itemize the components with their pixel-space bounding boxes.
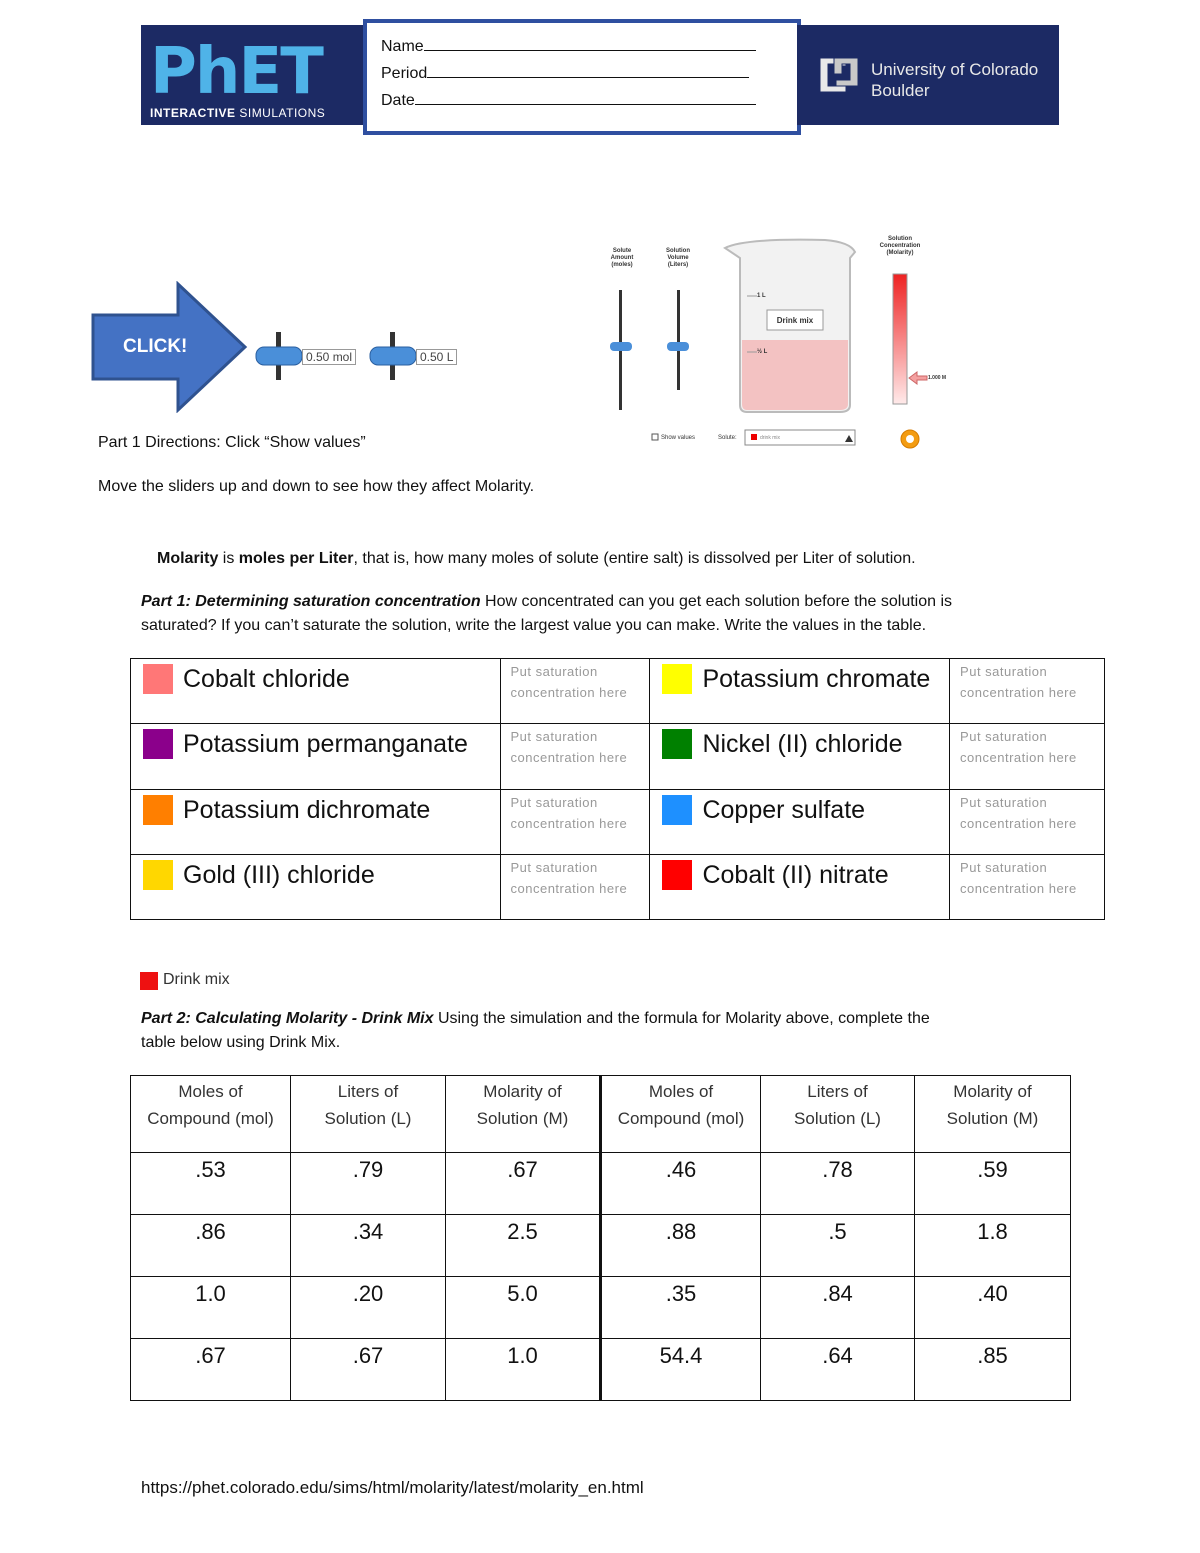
compound-color-swatch — [143, 795, 173, 825]
compound-color-swatch — [662, 729, 692, 759]
placeholder-line-2: concentration here — [510, 815, 628, 831]
compound-name: Cobalt (II) nitrate — [702, 860, 889, 889]
compound-name: Nickel (II) chloride — [702, 730, 903, 759]
compound-color-swatch — [662, 795, 692, 825]
part2-text-1: Using the simulation and the formula for Molarity above, complete the — [433, 1010, 930, 1027]
period-field[interactable] — [381, 63, 749, 83]
placeholder-line-2: concentration here — [960, 815, 1077, 831]
date-field[interactable] — [381, 90, 756, 110]
saturation-placeholder — [950, 790, 1104, 836]
saturation-row — [131, 789, 1105, 854]
table-cell[interactable]: .46 — [601, 1153, 761, 1215]
solute-slider-value: 0.50 mol — [302, 349, 356, 365]
volume-slider-value: 0.50 L — [416, 349, 457, 365]
column-header-line: Solution (L) — [794, 1109, 881, 1128]
compound-name: Potassium dichromate — [183, 795, 431, 824]
table-cell[interactable]: 1.0 — [446, 1339, 601, 1401]
solution-volume-label: Solution Volume (Liters) — [666, 248, 690, 268]
placeholder-line-1: Put saturation — [960, 794, 1048, 810]
column-header-line: Molarity of — [953, 1082, 1032, 1101]
saturation-input-cell[interactable] — [500, 724, 650, 789]
table-cell[interactable]: .64 — [761, 1339, 915, 1401]
concentration-bar — [893, 274, 907, 404]
table-cell[interactable]: .78 — [761, 1153, 915, 1215]
phet-subtitle-rest: SIMULATIONS — [235, 106, 326, 120]
placeholder-line-2: concentration here — [510, 685, 628, 700]
placeholder-line-1: Put saturation — [510, 664, 598, 679]
molarity-header-row — [131, 1076, 1071, 1153]
saturation-row — [131, 724, 1105, 789]
table-cell[interactable]: .5 — [761, 1215, 915, 1277]
concentration-value: 1.000 M — [928, 375, 947, 381]
compound-color-swatch — [143, 664, 173, 694]
placeholder-line-1: Put saturation — [510, 859, 598, 875]
column-header-line: Molarity of — [483, 1082, 562, 1101]
placeholder-line-1: Put saturation — [510, 729, 598, 745]
campus-name: Boulder — [871, 81, 930, 100]
column-header — [446, 1076, 601, 1153]
column-header-line: Liters of — [807, 1082, 868, 1101]
saturation-placeholder — [950, 724, 1104, 770]
table-cell[interactable]: .35 — [601, 1277, 761, 1339]
cu-logo-icon — [816, 52, 862, 98]
beaker-label: Drink mix — [776, 316, 814, 325]
placeholder-line-2: concentration here — [510, 880, 628, 896]
university-name: University of Colorado — [871, 60, 1039, 79]
show-values-checkbox — [652, 434, 658, 440]
saturation-input-cell[interactable] — [950, 724, 1105, 789]
saturation-input-cell[interactable] — [950, 789, 1105, 854]
column-header-line: Solution (M) — [476, 1109, 569, 1128]
compound-color-swatch — [143, 860, 173, 890]
compound-name: Potassium permanganate — [183, 730, 468, 759]
phet-logo-text: PhET — [150, 35, 322, 109]
concentration-pointer — [909, 372, 927, 384]
table-row — [131, 1153, 1071, 1215]
saturation-input-cell[interactable] — [500, 659, 650, 724]
moles-per-liter-term: moles per Liter — [238, 550, 354, 567]
compound-cell — [650, 789, 950, 854]
table-cell[interactable]: .84 — [761, 1277, 915, 1339]
table-cell[interactable]: .85 — [915, 1339, 1071, 1401]
saturation-input-cell[interactable] — [950, 854, 1105, 919]
placeholder-line-1: Put saturation — [960, 859, 1048, 875]
table-cell[interactable]: .67 — [131, 1339, 291, 1401]
part2-title: Part 2: Calculating Molarity - Drink Mix — [141, 1010, 434, 1027]
column-header-line: Solution (M) — [946, 1109, 1039, 1128]
table-cell[interactable]: .40 — [915, 1277, 1071, 1339]
placeholder-line-1: Put saturation — [960, 729, 1048, 745]
compound-color-swatch — [143, 729, 173, 759]
table-cell[interactable]: .67 — [291, 1339, 446, 1401]
part2-instructions — [141, 1010, 930, 1028]
period-label: Period — [381, 65, 428, 82]
compound-name: Gold (III) chloride — [183, 860, 375, 889]
column-header — [291, 1076, 446, 1153]
saturation-placeholder — [501, 659, 650, 705]
part2-text-2: table below using Drink Mix. — [141, 1034, 341, 1051]
table-cell[interactable]: .34 — [291, 1215, 446, 1277]
saturation-row — [131, 659, 1105, 724]
volume-slider-track — [677, 290, 680, 390]
solute-select-value: drink mix — [760, 435, 781, 441]
solute-label: Solute: — [718, 435, 737, 441]
column-header-line: Liters of — [337, 1082, 399, 1101]
column-header-line: Moles of — [178, 1082, 243, 1101]
table-cell[interactable]: 54.4 — [601, 1339, 761, 1401]
placeholder-line-1: Put saturation — [510, 794, 598, 810]
molarity-table — [130, 1075, 1070, 1382]
column-header-line: Compound (mol) — [617, 1109, 745, 1128]
table-cell[interactable]: .20 — [291, 1277, 446, 1339]
column-header — [761, 1076, 915, 1153]
saturation-placeholder — [501, 724, 650, 770]
student-info-box — [363, 19, 801, 135]
saturation-input-cell[interactable] — [500, 789, 650, 854]
compound-cell — [131, 724, 501, 789]
click-label: CLICK! — [123, 336, 188, 357]
table-cell[interactable]: 2.5 — [446, 1215, 601, 1277]
phet-subtitle — [150, 106, 325, 120]
beaker-half-L-mark: ½ L — [757, 349, 768, 355]
table-cell[interactable]: .59 — [915, 1153, 1071, 1215]
table-cell[interactable]: .79 — [291, 1153, 446, 1215]
drink-mix-label: Drink mix — [163, 971, 230, 988]
phet-subtitle-bold: INTERACTIVE — [150, 106, 236, 120]
table-cell[interactable]: 1.8 — [915, 1215, 1071, 1277]
molarity-term: Molarity — [157, 550, 219, 567]
placeholder-line-2: concentration here — [510, 750, 628, 766]
placeholder-line-2: concentration here — [960, 880, 1077, 896]
saturation-row — [131, 854, 1105, 919]
molarity-sim-screenshot — [605, 230, 950, 455]
column-header — [915, 1076, 1071, 1153]
volume-slider-knob — [667, 342, 689, 351]
solute-slider-thumb[interactable] — [254, 332, 304, 380]
show-values-label: Show values — [661, 435, 696, 441]
compound-color-swatch — [662, 664, 692, 694]
saturation-placeholder — [501, 790, 650, 836]
molarity-text-2: , that is, how many moles of solute (entire salt) is dissolved per Liter of solution. — [353, 550, 916, 567]
saturation-placeholder — [950, 855, 1104, 901]
saturation-input-cell[interactable] — [950, 659, 1105, 724]
placeholder-line-1: Put saturation — [960, 664, 1048, 679]
part1-text-1: How concentrated can you get each solution before the solution is — [480, 593, 953, 610]
date-label: Date — [381, 92, 415, 109]
compound-name: Cobalt chloride — [183, 665, 350, 693]
saturation-placeholder — [950, 659, 1104, 705]
compound-cell — [650, 854, 950, 919]
compound-name: Copper sulfate — [702, 795, 866, 824]
name-label: Name — [381, 38, 424, 55]
beaker-1L-mark: 1 L — [757, 293, 766, 299]
table-cell[interactable]: .86 — [131, 1215, 291, 1277]
molarity-definition — [157, 550, 916, 568]
molarity-text-1: is — [218, 550, 239, 567]
table-cell[interactable]: 1.0 — [131, 1277, 291, 1339]
placeholder-line-2: concentration here — [960, 750, 1077, 766]
table-cell[interactable]: .53 — [131, 1153, 291, 1215]
solute-slider-knob — [610, 342, 632, 351]
saturation-table — [130, 658, 1105, 920]
part1-title: Part 1: Determining saturation concentration — [141, 593, 481, 610]
placeholder-line-2: concentration here — [960, 685, 1077, 700]
saturation-input-cell[interactable] — [500, 854, 650, 919]
compound-cell — [131, 789, 501, 854]
table-row — [131, 1277, 1071, 1339]
drink-mix-swatch — [140, 972, 158, 990]
sim-url[interactable]: https://phet.colorado.edu/sims/html/molarity/latest/molarity_en.html — [141, 1478, 644, 1497]
solute-amount-label: Solute Amount (moles) — [610, 248, 634, 268]
compound-color-swatch — [662, 860, 692, 890]
move-sliders-text: Move the sliders up and down to see how they affect Molarity. — [98, 478, 535, 495]
table-cell[interactable]: .67 — [446, 1153, 601, 1215]
table-cell[interactable]: .88 — [601, 1215, 761, 1277]
compound-name: Potassium chromate — [702, 665, 931, 693]
table-row — [131, 1215, 1071, 1277]
table-row — [131, 1339, 1071, 1401]
compound-cell — [650, 724, 950, 789]
column-header-line: Moles of — [648, 1082, 714, 1101]
column-header — [131, 1076, 291, 1153]
volume-slider-thumb[interactable] — [368, 332, 418, 380]
table-cell[interactable]: 5.0 — [446, 1277, 601, 1339]
saturation-placeholder — [501, 855, 650, 901]
compound-cell — [131, 854, 501, 919]
cu-name — [871, 59, 1038, 101]
column-header-line: Compound (mol) — [147, 1109, 274, 1128]
compound-cell — [131, 659, 501, 724]
compound-cell — [650, 659, 950, 724]
solution-concentration-label: Solution Concentration (Molarity) — [879, 236, 921, 256]
phet-logo — [150, 35, 322, 109]
column-header-line: Solution (L) — [324, 1109, 412, 1128]
part1-text-2: saturated? If you can’t saturate the solution, write the largest value you can make. Write the values in the table. — [141, 617, 927, 634]
column-header — [601, 1076, 761, 1153]
part1-directions: Part 1 Directions: Click “Show values” — [98, 434, 366, 451]
name-field[interactable] — [381, 36, 756, 56]
part1-instructions — [141, 593, 952, 611]
